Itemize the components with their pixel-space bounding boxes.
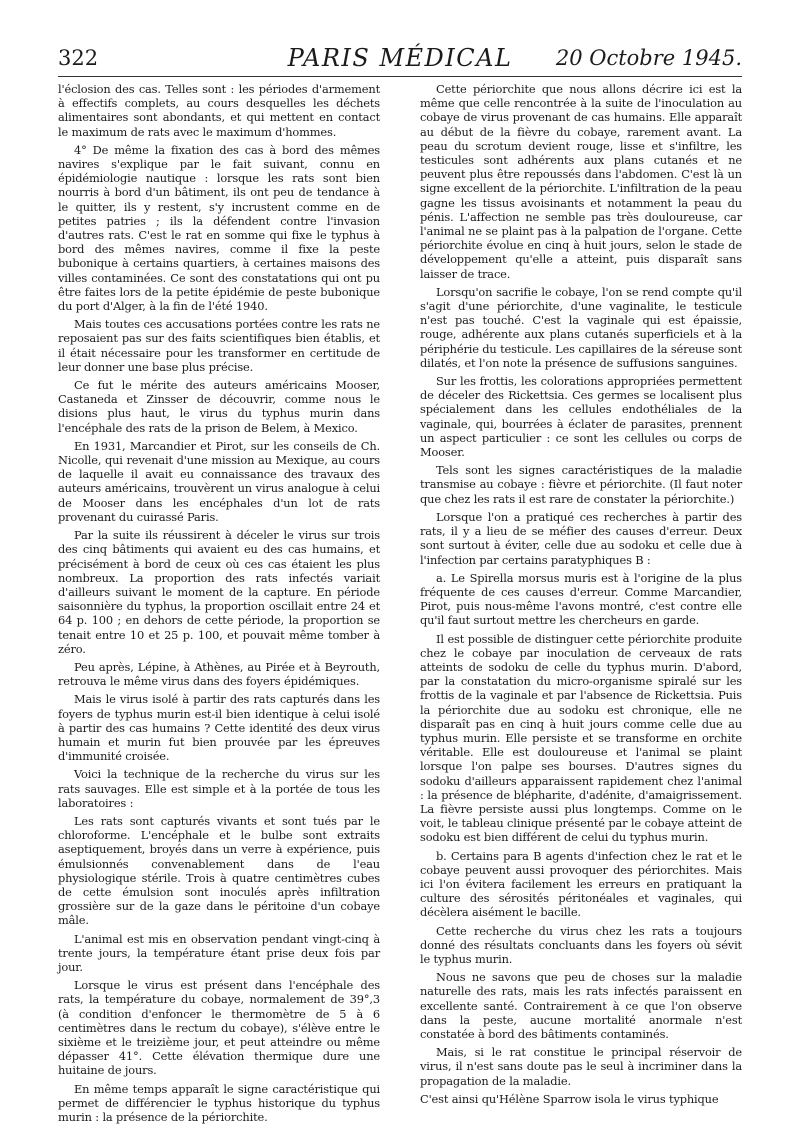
right-column (420, 82, 742, 1110)
paragraph: Mais toutes ces accusations portées contre les rats ne reposaient pas sur des faits scientifiques bien établis, et il était nécessaire pour les transformer en certitude de leur donner une base plus précise. (58, 317, 380, 374)
paragraph: Mais le virus isolé à partir des rats capturés dans les foyers de typhus murin est-il bien identique à celui isolé à partir des cas humains ? Cette identité des deux virus humain et murin fut bien prouvée par les épreuves d'immunité croisée. (58, 692, 380, 764)
paragraph: Cette recherche du virus chez les rats a toujours donné des résultats concluants dans les foyers où sévit le typhus murin. (420, 923, 742, 966)
paragraph: Tels sont les signes caractéristiques de la maladie transmise au cobaye : fièvre et périorchite. (Il faut noter que chez les rats il est rare de constater la périorchite.) (420, 463, 742, 506)
paragraph: Lorsqu'on sacrifie le cobaye, l'on se rend compte qu'il s'agit d'une périorchite, d'une vaginalite, le testicule n'est pas touché. C'est la vaginale qui est épaissie, rouge, adhérente aux plans cutanés superficiels et à la périphérie du testicule. Les capillaires de la séreuse sont dilatés, et l'on note la présence de suffusions sanguines. (420, 284, 742, 370)
paragraph: a. Le Spirella morsus muris est à l'origine de la plus fréquente de ces causes d'erreur. Comme Marcandier, Pirot, puis nous-même l'avons montré, c'est contre elle qu'il faut surtout mettre les chercheurs en garde. (420, 570, 742, 628)
paragraph: C'est ainsi qu'Hélène Sparrow isola le virus typhique (420, 1091, 719, 1106)
paragraph: Lorsque le virus est présent dans l'encéphale des rats, la température du cobaye, normalement de 39°,3 (à condition d'enfoncer le thermomètre de 5 à 6 centimètres dans le rectum du cobaye), s'élève entre le sixième et le treizième jour, et peut atteindre ou même dépasser 41°. Cette élévation thermique dure une huitaine de jours. (58, 978, 380, 1078)
left-column (58, 82, 380, 1128)
paragraph: Mais, si le rat constitue le principal réservoir de virus, il n'est sans doute pas le seul à incriminer dans la propagation de la maladie. (420, 1045, 742, 1088)
body-columns (58, 82, 742, 1130)
page-number: 322 (58, 46, 99, 70)
paragraph: 4° De même la fixation des cas à bord des mêmes navires s'explique par le fait suivant, connu en épidémiologie nautique : lorsque les rats sont bien nourris à bord d'un bâtiment, ils ont peu de tendance à le quitter, ils y restent, s'y incrustent comme en de petites patries ; ils la défendent contre l'invasion d'autres rats. C'est le rat en somme qui fixe le typhus à bord des mêmes navires, comme il fixe la peste bubonique à certains quartiers, à certaines maisons des villes contaminées. Ce sont des constatations qui ont pu être faites lors de la petite épidémie de peste bubonique du port d'Alger, à la fin de l'été 1940. (58, 142, 380, 314)
paragraph: En 1931, Marcandier et Pirot, sur les conseils de Ch. Nicolle, qui revenait d'une mission au Mexique, au cours de laquelle il avait eu connaissance des travaux des auteurs américains, trouvèrent un virus analogue à celui de Mooser dans les encéphales d'un lot de rats provenant du cuirassé Paris. (58, 438, 380, 524)
paragraph: Les rats sont capturés vivants et sont tués par le chloroforme. L'encéphale et le bulbe sont extraits aseptiquement, broyés dans un verre à expérience, puis émulsionnés convenablement dans de l'eau physiologique stérile. Trois à quatre centimètres cubes de cette émulsion sont inoculés après infiltration grossière sur de la gaze dans le péritoine d'un cobaye mâle. (58, 813, 380, 928)
paragraph: Voici la technique de la recherche du virus sur les rats sauvages. Elle est simple et à la portée de tous les laboratoires : (58, 767, 380, 810)
paragraph: Ce fut le mérite des auteurs américains Mooser, Castaneda et Zinsser de découvrir, comme nous le disions plus haut, le virus du typhus murin dans l'encéphale des rats de la prison de Belem, à Mexico. (58, 378, 380, 435)
page-header (58, 44, 742, 77)
paragraph: Sur les frottis, les colorations appropriées permettent de déceler des Rickettsia. Ces germes se localisent plus spécialement dans les cellules endothéliales de la vaginale, qui, bourrées à éclater de parasites, prennent un aspect particulier : ce sont les cellules ou corps de Mooser. (420, 374, 742, 460)
paragraph: Nous ne savons que peu de choses sur la maladie naturelle des rats, mais les rats infectés paraissent en excellente santé. Contrairement à ce que l'on observe dans la peste, aucune mortalité anormale n'est constatée à bord des bâtiments contaminés. (420, 970, 742, 1041)
paragraph: Par la suite ils réussirent à déceler le virus sur trois des cinq bâtiments qui avaient eu des cas humains, et précisément à bord de ceux où ces cas étaient les plus nombreux. La proportion des rats infectés variait d'ailleurs suivant le moment de la capture. En période saisonnière du typhus, la proportion oscillait entre 24 et 64 p. 100 ; en dehors de cette période, la proportion se tenait entre 10 et 25 p. 100, et pouvait même tomber à zéro. (58, 528, 380, 656)
paragraph: Lorsque l'on a pratiqué ces recherches à partir des rats, il y a lieu de se méfier des causes d'erreur. Deux sont surtout à éviter, celle due au sodoku et celle due à l'infection par certains paratyphiques B : (420, 509, 742, 567)
journal-title: PARIS MÉDICAL (287, 44, 513, 72)
paragraph: En même temps apparaît le signe caractéristique qui permet de différencier le typhus historique du typhus murin : la présence de la périorchite. (58, 1081, 380, 1125)
issue-date: 20 Octobre 1945. (555, 46, 742, 70)
paragraph: Cette périorchite que nous allons décrire ici est la même que celle rencontrée à la suite de l'inoculation au cobaye de virus provenant de cas humains. Elle apparaît au début de la fièvre du cobaye, rarement avant. La peau du scrotum devient rouge, lisse et s'infiltre, les testicules sont adhérents aux plans cutanés et ne peuvent plus être repoussés dans l'abdomen. C'est là un signe excellent de la périorchite. L'infiltration de la peau gagne les tissus avoisinants et notamment la peau du pénis. L'affection ne semble pas très douloureuse, car l'animal ne se plaint pas à la palpation de l'organe. Cette périorchite évolue en cinq à huit jours, selon le stade de développement qu'elle a atteint, puis disparaît sans laisser de trace. (420, 82, 742, 281)
paragraph: L'animal est mis en observation pendant vingt-cinq à trente jours, la température étant prise deux fois par jour. (58, 931, 380, 974)
paragraph: b. Certains para B agents d'infection chez le rat et le cobaye peuvent aussi provoquer des périorchites. Mais ici l'on évitera facilement les erreurs en pratiquant la culture des sérosités péritonéales et vaginales, qui décèlera aisément le bacille. (420, 848, 742, 920)
paragraph: l'éclosion des cas. Telles sont : les périodes d'armement à effectifs complets, au cours desquelles les déchets alimentaires sont abondants, et qui mettent en contact le maximum de rats avec le maximum d'hommes. (58, 82, 380, 139)
paragraph: Il est possible de distinguer cette périorchite produite chez le cobaye par inoculation de cerveaux de rats atteints de sodoku de celle du typhus murin. D'abord, par la constatation du micro-organisme spiralé sur les frottis de la vaginale et par l'absence de Rickettsia. Puis la périorchite due au sodoku est chronique, elle ne disparaît pas en cinq à huit jours comme celle due au typhus murin. Elle persiste et se transforme en orchite véritable. Elle est douloureuse et l'animal se plaint lorsque l'on palpe ses bourses. D'autres signes du sodoku d'ailleurs apparaissent rapidement chez l'animal : la présence de blépharite, d'adénite, d'amaigrissement. La fièvre persiste aussi plus longtemps. Comme on le voit, le tableau clinique présenté par le cobaye atteint de sodoku est bien différent de celui du typhus murin. (420, 631, 742, 845)
paragraph: Peu après, Lépine, à Athènes, au Pirée et à Beyrouth, retrouva le même virus dans des foyers épidémiques. (58, 659, 380, 689)
